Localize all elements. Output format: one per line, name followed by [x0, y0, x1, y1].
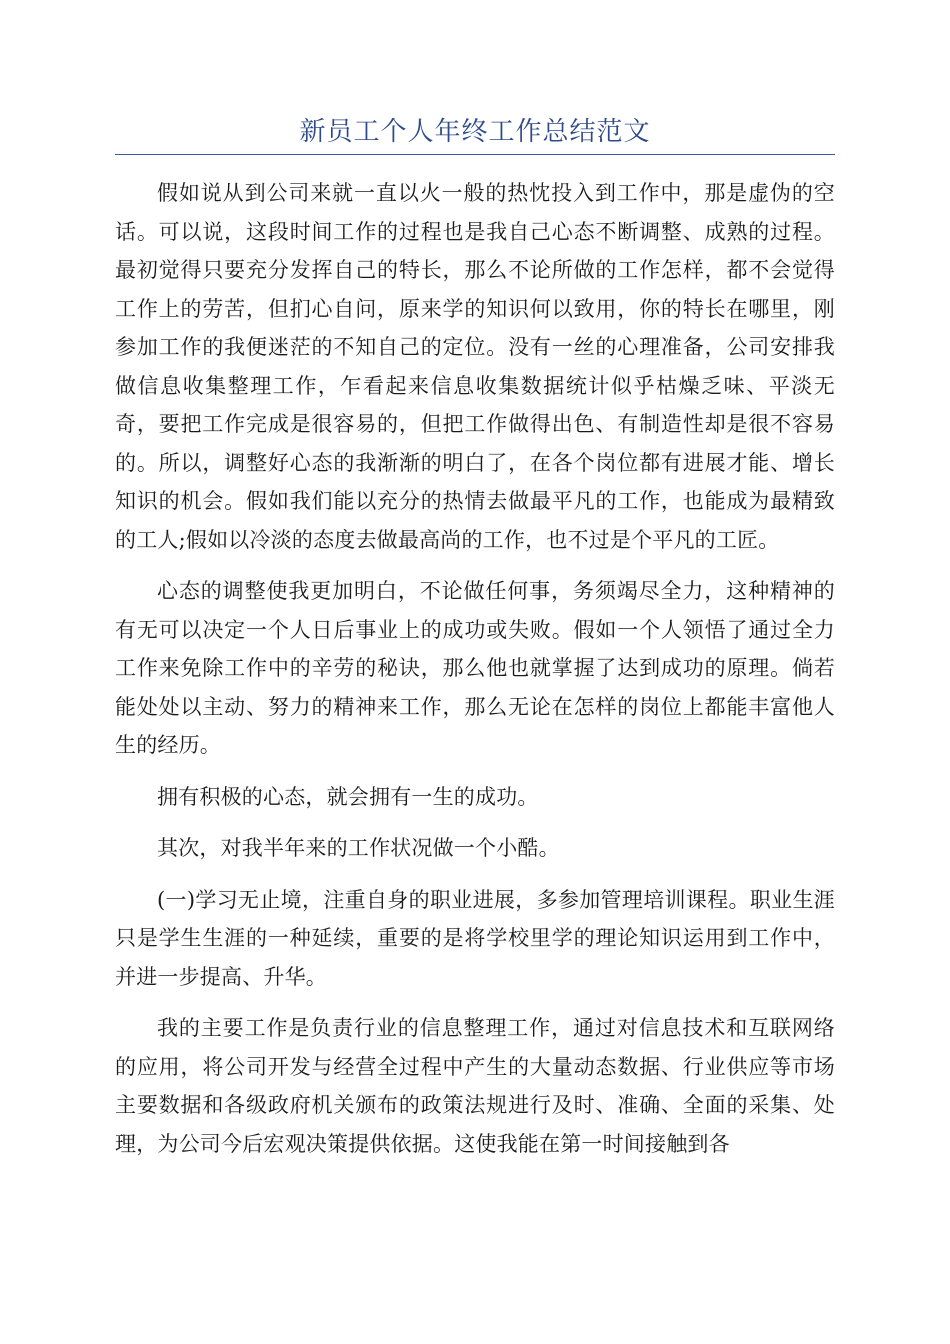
- document-body: [115, 174, 835, 1163]
- paragraph-4: 其次，对我半年来的工作状况做一个小酷。: [157, 836, 560, 860]
- paragraph-1: 假如说从到公司来就一直以火一般的热忱投入到工作中，那是虚伪的空话。可以说，这段时间工作的过程也是我自己心态不断调整、成熟的过程。最初觉得只要充分发挥自己的特长，那么不论所做的工作怎样，都不会觉得工作上的劳苦，但扪心自问，原来学的知识何以致用，你的特长在哪里，刚参加工作的我便迷茫的不知自己的定位。没有一丝的心理准备，公司安排我做信息收集整理工作，乍看起来信息收集数据统计似乎枯燥乏味、平淡无奇，要把工作完成是很容易的，但把工作做得出色、有制造性却是很不容易的。所以，调整好心态的我渐渐的明白了，在各个岗位都有进展才能、增长知识的机会。假如我们能以充分的热情去做最平凡的工作，也能成为最精致的工人;假如以冷淡的态度去做最高尚的工作，也不过是个平凡的工匠。: [115, 181, 835, 552]
- paragraph-2: 心态的调整使我更加明白，不论做任何事，务须竭尽全力，这种精神的有无可以决定一个人日后事业上的成功或失败。假如一个人领悟了通过全力工作来免除工作中的辛劳的秘诀，那么他也就掌握了达到成功的原理。倘若能处处以主动、努力的精神来工作，那么无论在怎样的岗位上都能丰富他人生的经历。: [115, 579, 835, 757]
- paragraph-3: 拥有积极的心态，就会拥有一生的成功。: [157, 784, 539, 809]
- document-title: 新员工个人年终工作总结范文: [299, 117, 651, 147]
- paragraph-6: 我的主要工作是负责行业的信息整理工作，通过对信息技术和互联网络的应用，将公司开发与经营全过程中产生的大量动态数据、行业供应等市场主要数据和各级政府机关颁布的政策法规进行及时、准确、全面的采集、处理，为公司今后宏观决策提供依据。这使我能在第一时间接触到各: [115, 1016, 835, 1156]
- title-underline: [115, 154, 835, 155]
- paragraph-5: (一)学习无止境，注重自身的职业进展，多参加管理培训课程。职业生涯只是学生生涯的一种延续，重要的是将学校里学的理论知识运用到工作中，并进一步提高、升华。: [115, 887, 835, 989]
